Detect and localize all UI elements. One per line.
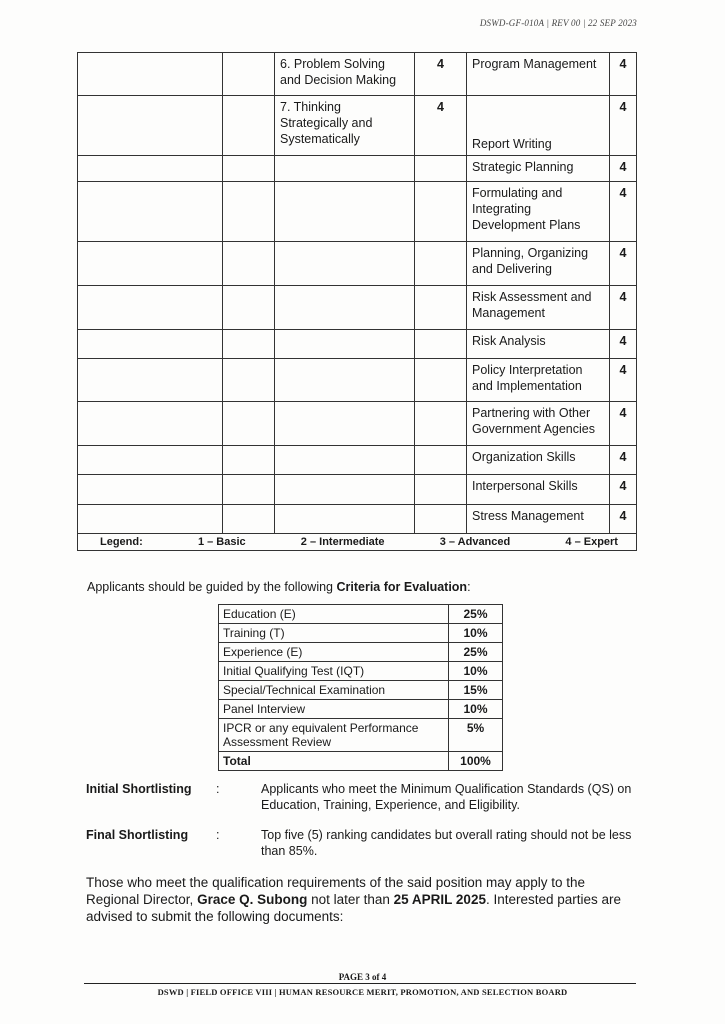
initial-shortlisting-colon: : [216,782,220,796]
footer-office: DSWD | FIELD OFFICE VIII | HUMAN RESOURCE MERIT, PROMOTION, AND SELECTION BOARD [157,987,568,997]
technical-competency-level: 4 [610,182,637,242]
final-shortlisting-label: Final Shortlisting [86,828,189,842]
technical-competency-level: 4 [610,475,637,505]
legend-advanced: 3 – Advanced [439,536,511,548]
application-deadline: 25 APRIL 2025 [393,892,486,907]
core-competency-level [415,446,467,475]
technical-competency: Stress Management [467,505,610,534]
core-competency-level [415,475,467,505]
criteria-weight: 5% [449,719,503,752]
criteria-name: Training (T) [219,624,449,643]
competency-table [77,52,637,551]
competency-row [78,330,637,359]
technical-competency-level: 4 [610,330,637,359]
empty-cell [223,359,275,402]
criteria-weight: 10% [449,624,503,643]
criteria-intro-suffix: : [467,580,471,594]
core-competency: 7. Thinking Strategically and Systematically [275,96,415,156]
competency-row [78,286,637,330]
criteria-total-row [219,752,503,771]
empty-cell [78,446,223,475]
final-shortlisting-text: Top five (5) ranking candidates but overall rating should not be less than 85%. [261,828,632,858]
criteria-name: Experience (E) [219,643,449,662]
competency-row [78,182,637,242]
core-competency-level [415,359,467,402]
empty-cell [223,96,275,156]
criteria-row [219,643,503,662]
criteria-intro [87,580,471,594]
empty-cell [78,242,223,286]
initial-shortlisting [86,781,646,815]
empty-cell [223,53,275,96]
core-competency [275,330,415,359]
regional-director-name: Grace Q. Subong [197,892,308,907]
empty-cell [223,156,275,182]
initial-shortlisting-label: Initial Shortlisting [86,782,192,796]
technical-competency: Report Writing [467,96,610,156]
technical-competency-level: 4 [610,505,637,534]
empty-cell [223,182,275,242]
empty-cell [223,242,275,286]
empty-cell [223,475,275,505]
empty-cell [78,330,223,359]
competency-row [78,446,637,475]
core-competency-level [415,242,467,286]
criteria-table [218,604,503,771]
empty-cell [223,505,275,534]
empty-cell [78,182,223,242]
empty-cell [78,402,223,446]
core-competency-level [415,505,467,534]
core-competency-level: 4 [415,96,467,156]
criteria-name: Total [219,752,449,771]
competency-row [78,505,637,534]
technical-competency-level: 4 [610,402,637,446]
core-competency [275,182,415,242]
criteria-row [219,700,503,719]
technical-competency: Organization Skills [467,446,610,475]
page-number: PAGE 3 of 4 [338,972,387,982]
core-competency [275,286,415,330]
final-shortlisting-colon: : [216,828,220,842]
empty-cell [78,53,223,96]
document-reference: DSWD-GF-010A | REV 00 | 22 SEP 2023 [479,18,637,28]
technical-competency-level: 4 [610,359,637,402]
technical-competency: Strategic Planning [467,156,610,182]
empty-cell [78,475,223,505]
competency-row [78,475,637,505]
criteria-row [219,719,503,752]
core-competency [275,359,415,402]
empty-cell [78,156,223,182]
technical-competency: Policy Interpretation and Implementation [467,359,610,402]
competency-row [78,53,637,96]
core-competency-level [415,156,467,182]
competency-row [78,359,637,402]
empty-cell [223,286,275,330]
competency-row [78,96,637,156]
closing-text-3: . Interested parties are advised to submit the following documents: [86,892,622,924]
empty-cell [223,330,275,359]
technical-competency: Risk Analysis [467,330,610,359]
legend-expert: 4 – Expert [565,536,618,548]
core-competency [275,402,415,446]
initial-shortlisting-text: Applicants who meet the Minimum Qualification Standards (QS) on Education, Training, Experience, and Eligibility. [261,782,632,812]
criteria-intro-bold: Criteria for Evaluation [336,580,468,594]
criteria-row [219,662,503,681]
criteria-name: Initial Qualifying Test (IQT) [219,662,449,681]
core-competency-level: 4 [415,53,467,96]
core-competency-level [415,182,467,242]
criteria-row [219,605,503,624]
technical-competency-level: 4 [610,96,637,156]
empty-cell [78,505,223,534]
criteria-name: Special/Technical Examination [219,681,449,700]
technical-competency: Planning, Organizing and Delivering [467,242,610,286]
technical-competency: Formulating and Integrating Development Plans [467,182,610,242]
core-competency [275,446,415,475]
technical-competency-level: 4 [610,156,637,182]
core-competency-level [415,286,467,330]
footer-divider [84,983,636,984]
legend-cell [78,534,637,551]
competency-row [78,402,637,446]
core-competency-level [415,330,467,359]
core-competency-level [415,402,467,446]
criteria-name: Panel Interview [219,700,449,719]
core-competency [275,156,415,182]
legend-label: Legend: [100,536,143,548]
closing-text-2: not later than [307,892,394,907]
criteria-weight: 25% [449,605,503,624]
competency-row [78,156,637,182]
criteria-name: Education (E) [219,605,449,624]
closing-text-1: Those who meet the qualification requirements of the said position may apply to the Regional Director, [86,875,586,907]
criteria-intro-text: Applicants should be guided by the following [87,580,337,594]
technical-competency-level: 4 [610,53,637,96]
technical-competency: Partnering with Other Government Agencies [467,402,610,446]
core-competency [275,505,415,534]
empty-cell [78,96,223,156]
empty-cell [223,446,275,475]
technical-competency: Interpersonal Skills [467,475,610,505]
technical-competency-level: 4 [610,446,637,475]
empty-cell [78,359,223,402]
criteria-weight: 10% [449,662,503,681]
criteria-weight: 100% [449,752,503,771]
core-competency: 6. Problem Solving and Decision Making [275,53,415,96]
empty-cell [78,286,223,330]
technical-competency: Program Management [467,53,610,96]
legend-intermediate: 2 – Intermediate [300,536,385,548]
final-shortlisting [86,827,646,861]
core-competency [275,242,415,286]
technical-competency-level: 4 [610,286,637,330]
closing-paragraph [86,874,642,925]
technical-competency-level: 4 [610,242,637,286]
legend-row [78,534,637,551]
criteria-weight: 25% [449,643,503,662]
criteria-row [219,624,503,643]
technical-competency: Risk Assessment and Management [467,286,610,330]
criteria-row [219,681,503,700]
core-competency [275,475,415,505]
legend-basic: 1 – Basic [197,536,246,548]
competency-row [78,242,637,286]
criteria-weight: 10% [449,700,503,719]
empty-cell [223,402,275,446]
criteria-weight: 15% [449,681,503,700]
criteria-name: IPCR or any equivalent Performance Assessment Review [219,719,449,752]
